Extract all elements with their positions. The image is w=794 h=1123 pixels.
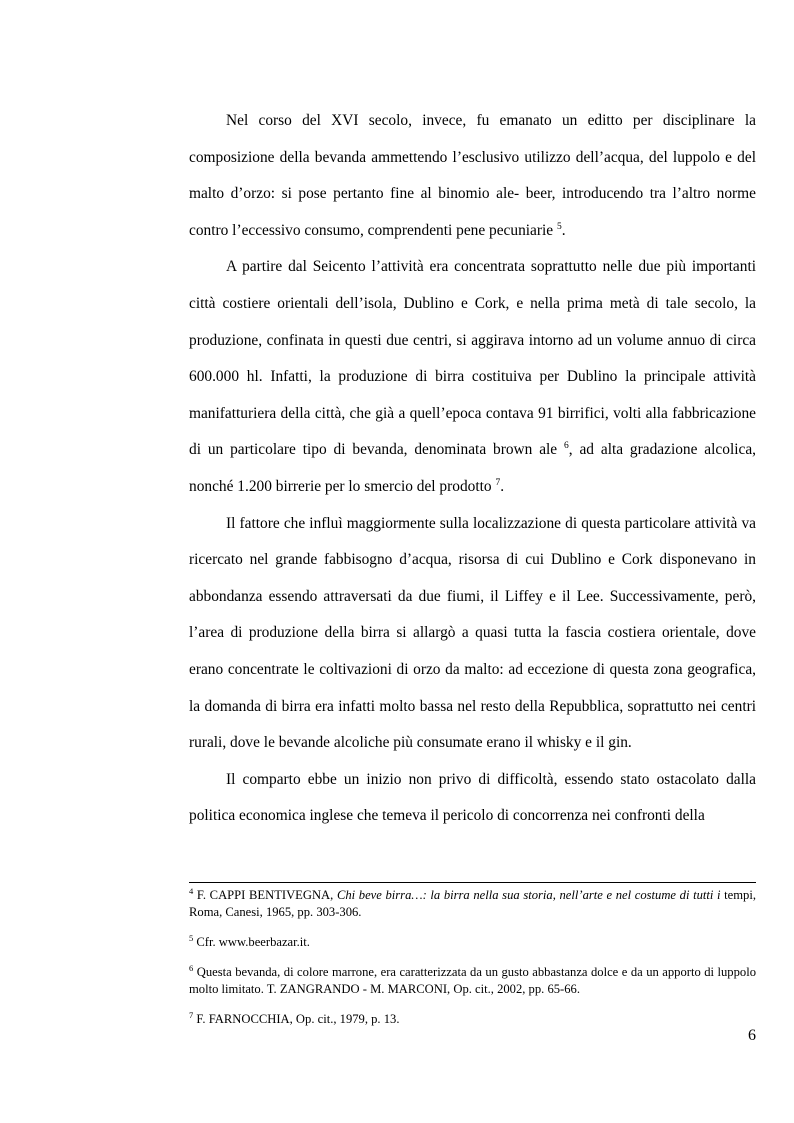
paragraph-text: , ad alta gradazione alcolica, nonché 1.200 birrerie per lo smercio del prodotto: [189, 441, 756, 495]
footnote-number: 4: [189, 886, 194, 896]
footnote-7: [189, 1011, 756, 1028]
footnote-4: [189, 887, 756, 921]
footnote-number: 7: [189, 1010, 194, 1020]
body-text: [189, 103, 756, 835]
paragraph-text: A partire dal Seicento l’attività era concentrata soprattutto nelle due più importanti città costiere orientali dell’isola, Dublino e Cork, e nella prima metà di tale secolo, la produzione, confinata in questi due centri, si aggirava intorno ad un volume annuo di circa 600.000 hl. Infatti, la produzione di birra costituiva per Dublino la principale attività manifatturiera della città, che già a quell’epoca contava 91 birrifici, volti alla fabbricazione di un particolare tipo di bevanda, denominata brown ale: [189, 258, 756, 459]
paragraph-text: Il fattore che influì maggiormente sulla localizzazione di questa particolare attività va ricercato nel grande fabbisogno d’acqua, risorsa di cui Dublino e Cork disponevano in abbondanza essendo attraversati da due fiumi, il Liffey e il Lee. Successivamente, però, l’area di produzione della birra si allargò a quasi tutta la fascia costiera orientale, dove erano concentrate le coltivazioni di orzo da malto: ad eccezione di questa zona geografica, la domanda di birra era infatti molto bassa nel resto della Repubblica, soprattutto nei centri rurali, dove le bevande alcoliche più consumate erano il whisky e il gin.: [189, 514, 756, 752]
footnote-6: [189, 964, 756, 998]
paragraph-1: [189, 103, 756, 249]
footnote-reference: 5: [556, 221, 562, 232]
paragraph-text: Il comparto ebbe un inizio non privo di difficoltà, essendo stato ostacolato dalla politica economica inglese che temeva il pericolo di concorrenza nei confronti della: [189, 770, 756, 825]
paragraph-4: [189, 762, 756, 835]
footnote-title: Chi beve birra…: la birra nella sua storia, nell’arte e nel costume di tutti i: [336, 888, 721, 902]
footnote-text: tempi, Roma, Canesi, 1965, pp. 303-306.: [189, 888, 756, 919]
footnote-number: 6: [189, 963, 194, 973]
footnotes: [189, 887, 756, 1041]
footnote-5: [189, 934, 756, 951]
footnote-reference: 6: [564, 441, 569, 452]
page-number: 6: [748, 1027, 756, 1044]
paragraph-tail: .: [561, 221, 566, 239]
footnote-number: 5: [189, 933, 194, 943]
paragraph-3: [189, 506, 756, 762]
footnote-text: Cfr. www.beerbazar.it.: [193, 935, 310, 949]
paragraph-tail: .: [500, 477, 505, 495]
footnote-text: Questa bevanda, di colore marrone, era caratterizzata da un gusto abbastanza dolce e da un apporto di luppolo molto limitato. T. ZANGRANDO - M. MARCONI, Op. cit., 2002, pp. 65-66.: [189, 965, 756, 996]
footnote-reference: 7: [495, 477, 501, 488]
footnote-separator: [189, 882, 756, 883]
paragraph-text: Nel corso del XVI secolo, invece, fu emanato un editto per disciplinare la composizione della bevanda ammettendo l’esclusivo utilizzo dell’acqua, del luppolo e del malto d’orzo: si pose pertanto fine al binomio ale- beer, introducendo tra l’altro norme contro l’eccessivo consumo, comprendenti pene pecuniarie: [189, 112, 756, 239]
footnote-text: F. FARNOCCHIA, Op. cit., 1979, p. 13.: [193, 1012, 400, 1026]
paragraph-2: [189, 249, 756, 505]
footnote-text: F. CAPPI BENTIVEGNA,: [193, 888, 337, 902]
